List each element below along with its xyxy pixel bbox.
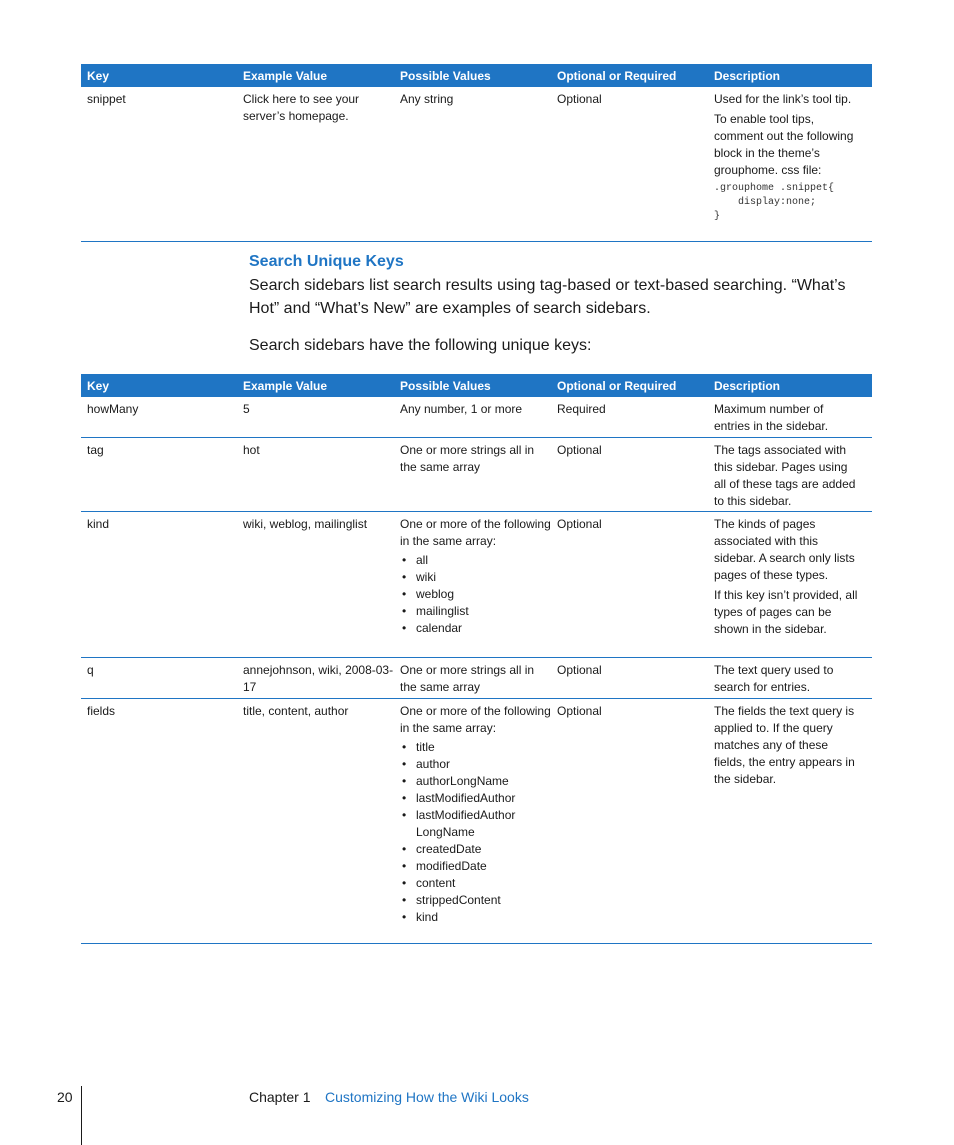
section-title: Search Unique Keys [249,253,404,270]
cell-example: annejohnson, wiki, 2008-03-17 [243,663,394,694]
header-possible: Possible Values [400,378,491,393]
cell-example: hot [243,443,260,457]
cell-possible: Any number, 1 or more [400,402,523,416]
description-text: If this key isn’t provided, all types of pages can be shown in the sidebar. [714,588,858,636]
list-item: • calendar [400,620,551,637]
cell-key: howMany [87,402,139,416]
list-item: • modifiedDate [400,858,551,875]
table-row [81,512,872,658]
code-block: .grouphome .snippet{ display:none; } [714,183,835,222]
list-item: • title [400,739,551,756]
possible-text: One or more of the following in the same array: [400,704,551,735]
cell-example: title, content, author [243,704,349,718]
cell-key: tag [87,443,104,457]
value-list [400,552,551,637]
list-item: • createdDate [400,841,551,858]
cell-example: 5 [243,402,250,416]
cell-description: The text query used to search for entries. [714,663,834,694]
list-item: • mailinglist [400,603,551,620]
chapter-label: Chapter 1 [249,1089,311,1105]
description-text: To enable tool tips, comment out the following block in the theme’s grouphome. css file: [714,112,854,177]
cell-optional: Optional [557,663,602,677]
table-header [81,374,872,397]
cell-description [714,87,866,241]
list-item: • weblog [400,586,551,603]
search-keys-table [81,374,872,944]
list-item: • lastModifiedAuthor [400,790,551,807]
cell-possible: Any string [400,92,454,106]
list-item: • authorLongName [400,773,551,790]
chapter-title-link[interactable]: Customizing How the Wiki Looks [325,1089,529,1105]
value-list [400,739,551,926]
cell-key: kind [87,517,110,531]
snippet-table [81,64,872,242]
header-possible: Possible Values [400,68,491,83]
header-optional: Optional or Required [557,378,677,393]
header-example: Example Value [243,68,328,83]
list-item: • strippedContent [400,892,551,909]
cell-description [714,512,866,657]
header-key: Key [87,68,110,83]
cell-example: Click here to see your server’s homepage. [243,92,360,123]
header-optional: Optional or Required [557,68,677,83]
list-item: • lastModifiedAuthor LongName [400,807,551,841]
header-description: Description [714,68,781,83]
body-paragraph: Search sidebars list search results using tag-based or text-based searching. “What’s Hot” and “What’s New” are examples of search sidebars. [249,277,846,317]
cell-optional: Optional [557,704,602,718]
body-paragraph: Search sidebars have the following unique keys: [249,337,592,354]
cell-example: wiki, weblog, mailinglist [243,517,368,531]
list-item: • author [400,756,551,773]
header-key: Key [87,378,110,393]
cell-key: fields [87,704,116,718]
cell-possible [400,699,557,943]
list-item: • content [400,875,551,892]
cell-description: Maximum number of entries in the sidebar. [714,402,829,433]
table-header [81,64,872,87]
cell-optional: Optional [557,443,602,457]
page-number: 20 [57,1089,73,1105]
cell-key: snippet [87,92,126,106]
cell-possible [400,512,557,657]
possible-text: One or more of the following in the same array: [400,517,551,548]
cell-possible: One or more strings all in the same array [400,663,535,694]
cell-description: The tags associated with this sidebar. Pages using all of these tags are added to this sidebar. [714,443,856,508]
cell-description: The fields the text query is applied to. If the query matches any of these fields, the entry appears in the sidebar. [714,704,855,786]
cell-optional: Required [557,402,606,416]
list-item: • all [400,552,551,569]
header-example: Example Value [243,378,328,393]
cell-optional: Optional [557,517,602,531]
table-row [81,397,872,438]
cell-optional: Optional [557,92,602,106]
cell-key: q [87,663,94,677]
cell-possible: One or more strings all in the same array [400,443,535,474]
table-row [81,658,872,699]
header-description: Description [714,378,781,393]
list-item: • wiki [400,569,551,586]
table-row [81,87,872,242]
table-row [81,699,872,944]
description-text: Used for the link’s tool tip. [714,92,852,106]
footer-divider [81,1086,82,1145]
table-row [81,438,872,512]
list-item: • kind [400,909,551,926]
description-text: The kinds of pages associated with this sidebar. A search only lists pages of these types. [714,517,855,582]
